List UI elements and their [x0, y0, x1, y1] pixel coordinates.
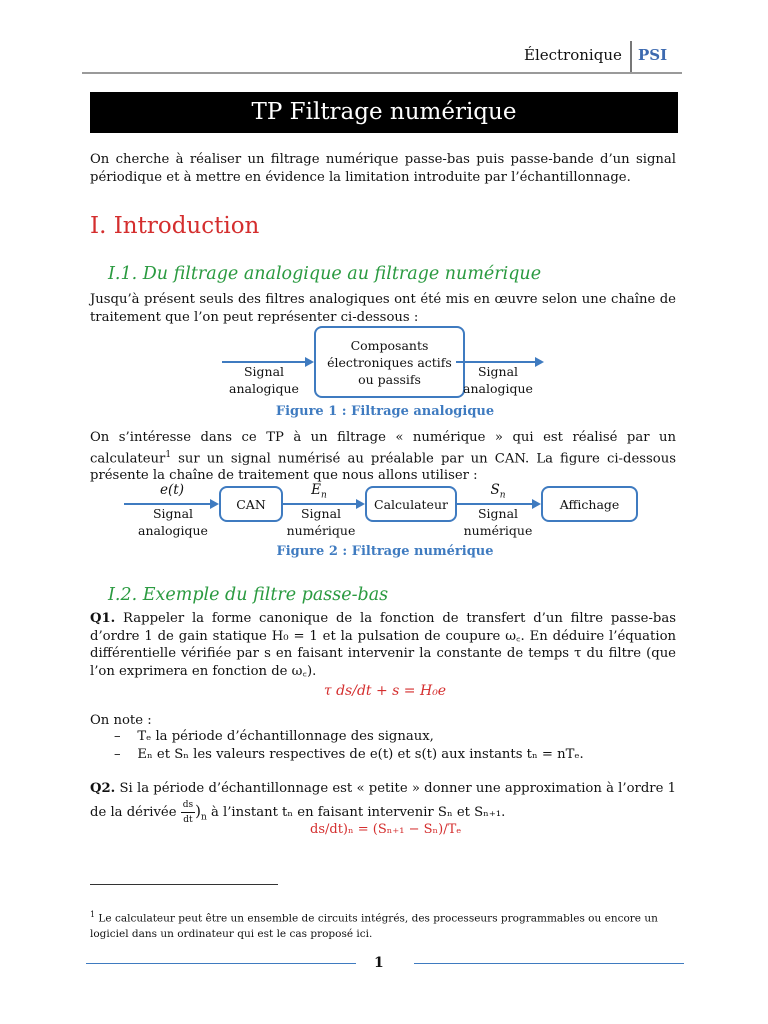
- footer-rule-left: [86, 963, 356, 964]
- question-1-label: Q1.: [90, 611, 116, 626]
- fig2-symbol-sn-sub: n: [499, 490, 506, 501]
- fig2-symbol-sn-base: S: [490, 482, 500, 498]
- question-2-label: Q2.: [90, 781, 116, 796]
- fig2-label-digital-2: Signal numérique: [463, 506, 533, 538]
- fig2-label-digital-1: Signal numérique: [286, 506, 356, 538]
- header-rule: [82, 72, 682, 74]
- header-subject: Électronique: [524, 46, 622, 64]
- fig1-output-label: Signal analogique: [463, 364, 533, 396]
- fig1-input-label: Signal analogique: [229, 364, 299, 396]
- arrow-head-fig1-out: [535, 357, 544, 367]
- footnote: [90, 907, 678, 942]
- footnote-text: Le calculateur peut être un ensemble de circuits intégrés, des processeurs programmables ou encore un logiciel dans un ordinateur qui est le cas proposé ici.: [90, 912, 658, 940]
- equation-2: ds/dt)ₙ = (Sₙ₊₁ − Sₙ)/Tₑ: [310, 822, 462, 837]
- note-item-1: – Tₑ la période d’échantillonnage des signaux,: [114, 729, 434, 744]
- header-level: PSI: [638, 46, 668, 64]
- footnote-mark: 1: [90, 910, 96, 919]
- intro-paragraph: On cherche à réaliser un filtrage numérique passe-bas puis passe-bande d’un signal périodique et à mettre en évidence la limitation introduite par l’échantillonnage.: [90, 152, 676, 185]
- paragraph-digital-end: sur un signal numérisé au préalable par un CAN. La figure ci-dessous présente la chaîne de traitement que nous allons utiliser :: [90, 450, 676, 484]
- fig2-block-calculateur: Calculateur: [365, 486, 457, 522]
- header-separator: [630, 41, 632, 73]
- subsection-heading-2: I.2. Exemple du filtre passe-bas: [108, 585, 389, 605]
- note-item-2-text: Eₙ et Sₙ les valeurs respectives de e(t) et s(t) aux instants tₙ = nTₑ.: [137, 746, 584, 762]
- note-item-1-text: Tₑ la période d’échantillonnage des signaux,: [137, 729, 434, 744]
- fig2-symbol-sn: [475, 482, 521, 501]
- page-number: 1: [374, 955, 384, 971]
- fig2-symbol-en-sub: n: [321, 490, 327, 501]
- note-list: [90, 728, 700, 763]
- fig1-block: Composants électroniques actifs ou passifs: [314, 326, 465, 398]
- question-2-text-start: Si la période d’échantillonnage est « petite » donner une approximation à l’ordre 1 de la dérivée: [90, 781, 676, 820]
- footer-rule-right: [414, 963, 684, 964]
- section-heading: I. Introduction: [90, 213, 260, 239]
- fig2-block-can: CAN: [219, 486, 283, 522]
- paragraph-digital-start: On s’intéresse dans ce TP à un filtrage « numérique » qui est réalisé par un calculateur: [90, 430, 676, 466]
- question-2: Q2. Si la période d’échantillonnage est « petite » donner une approximation à l’ordre 1 de la dérivée $\frac{ds}{dt}$ )$_n$ à l’instant tₙ en faisant intervenir Sₙ et Sₙ₊₁.: [90, 781, 676, 825]
- question-1: [90, 610, 676, 680]
- note-item-2: – Eₙ et Sₙ les valeurs respectives de e(t) et s(t) aux instants tₙ = nTₑ.: [114, 746, 584, 762]
- fig2-symbol-en-base: E: [311, 482, 322, 498]
- paragraph-digital: [90, 429, 676, 485]
- paragraph-analog: Jusqu’à présent seuls des filtres analogiques ont été mis en œuvre selon une chaîne de traitement que l’on peut représenter ci-dessous :: [90, 292, 676, 325]
- figure-1-caption: Figure 1 : Filtrage analogique: [275, 404, 495, 419]
- figure-2-caption: Figure 2 : Filtrage numérique: [276, 544, 494, 559]
- fig2-symbol-et: e(t): [160, 482, 184, 498]
- fig2-label-analog: Signal analogique: [138, 506, 208, 538]
- page-title: TP Filtrage numérique: [90, 92, 678, 133]
- question-1-text: Rappeler la forme canonique de la fonction de transfert d’un filtre passe-bas d’ordre 1 de gain statique H₀ = 1 et la pulsation de coupure ω꜀. En déduire l’équation différentielle vérifiée par s en faisant intervenir la constante de temps τ du filtre (que l’on exprimera en fonction de ω꜀).: [90, 611, 676, 679]
- arrow-head-fig1-in: [305, 357, 314, 367]
- fig2-symbol-en: [296, 482, 342, 501]
- footnote-ref[interactable]: 1: [165, 449, 172, 460]
- derivative-fraction: $\frac{ds}{dt}$: [182, 799, 194, 825]
- question-2-text-end: à l’instant tₙ en faisant intervenir Sₙ et Sₙ₊₁.: [206, 804, 506, 820]
- footnote-rule: [90, 884, 278, 885]
- equation-1: τ ds/dt + s = H₀e: [323, 683, 447, 699]
- note-title: On note :: [90, 713, 152, 728]
- subsection-heading-1: I.1. Du filtrage analogique au filtrage numérique: [108, 264, 542, 284]
- fig2-block-affichage: Affichage: [541, 486, 638, 522]
